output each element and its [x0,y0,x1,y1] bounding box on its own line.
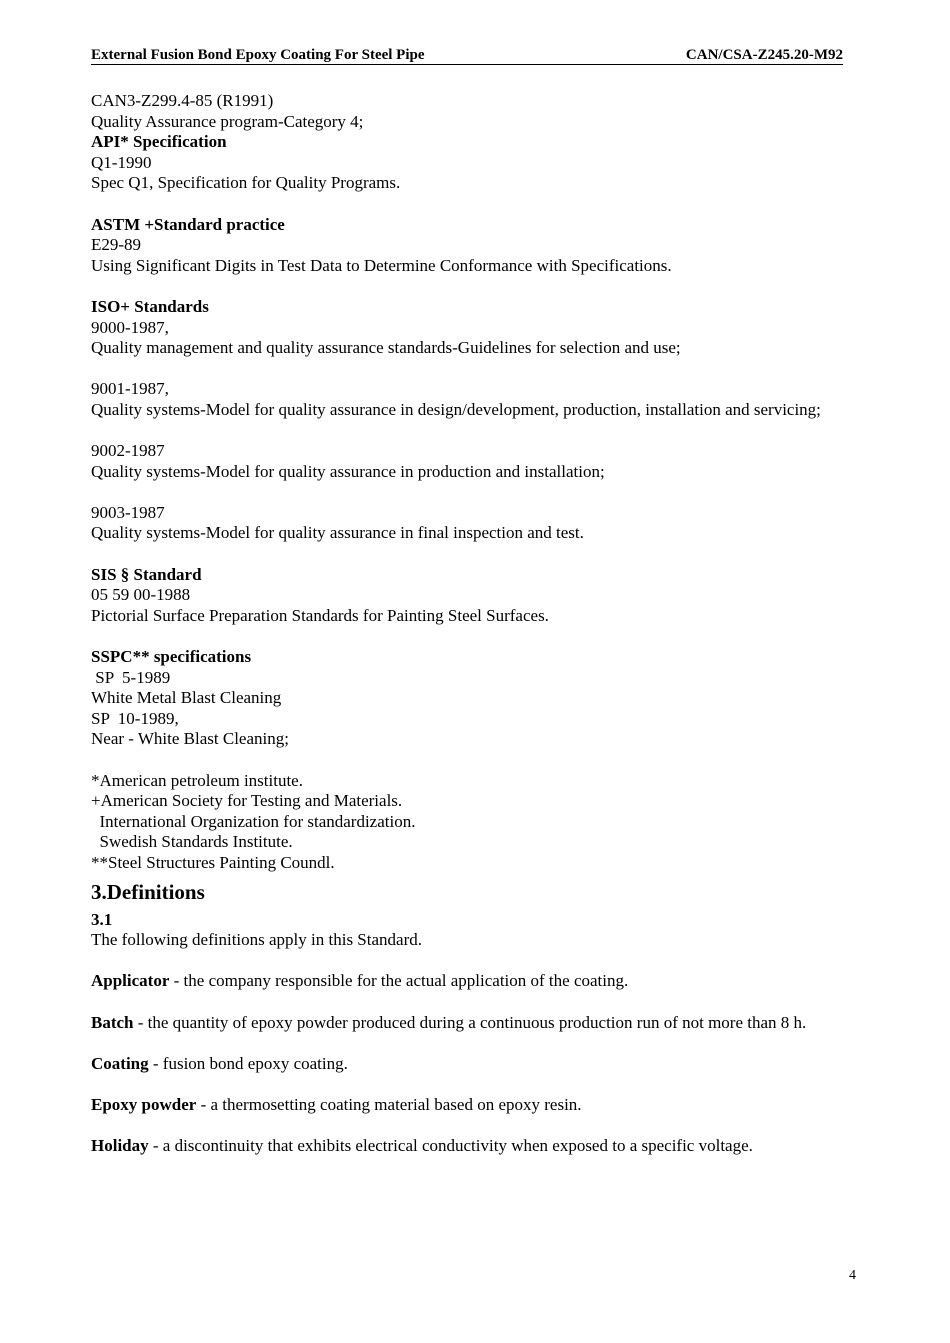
definition-item [91,971,846,992]
iso-desc: Quality systems-Model for quality assurance in final inspection and test. [91,523,584,543]
iso-desc: Quality systems-Model for quality assurance in design/development, production, installation and servicing; [91,399,821,419]
definition-term: Batch [91,1012,134,1032]
iso-code: 9001-1987, [91,379,169,399]
sspc-line: Near - White Blast Cleaning; [91,729,289,749]
definition-term: Epoxy powder [91,1094,197,1114]
definition-term: Coating [91,1053,149,1073]
definitions-intro: The following definitions apply in this Standard. [91,930,422,950]
definition-text: - the company responsible for the actual application of the coating. [169,971,629,991]
definition-item [91,1136,846,1157]
definition-term: Applicator [91,971,170,991]
sspc-line: SP 5-1989 [91,667,171,687]
footnote: Swedish Standards Institute. [91,832,293,852]
page-header [91,47,843,65]
sis-heading: SIS § Standard [91,564,202,584]
definition-item [91,1054,846,1075]
sspc-heading: SSPC** specifications [91,647,252,667]
iso-heading: ISO+ Standards [91,296,209,316]
definition-item [91,1095,846,1116]
document-body [91,91,846,1157]
iso-code: 9000-1987, [91,317,169,337]
definition-text: - a discontinuity that exhibits electrical conductivity when exposed to a specific voltage. [148,1136,753,1156]
sspc-line: White Metal Blast Cleaning [91,688,282,708]
iso-desc: Quality management and quality assurance standards-Guidelines for selection and use; [91,338,681,358]
header-title: External Fusion Bond Epoxy Coating For Steel Pipe [91,47,425,63]
csa-standard-desc: Quality Assurance program-Category 4; [91,111,364,131]
api-code: Q1-1990 [91,152,152,172]
definition-text: - the quantity of epoxy powder produced during a continuous production run of not more than 8 h. [133,1012,807,1032]
definition-text: - a thermosetting coating material based on epoxy resin. [196,1094,582,1114]
sis-code: 05 59 00-1988 [91,585,191,605]
astm-desc: Using Significant Digits in Test Data to Determine Conformance with Specifications. [91,255,672,275]
csa-standard-code: CAN3-Z299.4-85 (R1991) [91,91,274,110]
iso-code: 9003-1987 [91,502,165,522]
definition-item [91,1013,846,1034]
astm-code: E29-89 [91,235,142,255]
footnote: +American Society for Testing and Materials. [91,791,403,811]
iso-code: 9002-1987 [91,441,165,461]
sis-desc: Pictorial Surface Preparation Standards for Painting Steel Surfaces. [91,605,549,625]
footnote: **Steel Structures Painting Coundl. [91,852,335,872]
footnote: *American petroleum institute. [91,770,303,790]
definition-text: - fusion bond epoxy coating. [148,1053,348,1073]
section-number: 3.1 [91,909,113,929]
definition-term: Holiday [91,1136,149,1156]
header-standard-code: CAN/CSA-Z245.20-M92 [685,47,843,63]
iso-desc: Quality systems-Model for quality assurance in production and installation; [91,461,605,481]
sspc-line: SP 10-1989, [91,708,179,728]
api-desc: Spec Q1, Specification for Quality Programs. [91,173,401,193]
page-number: 4 [849,1268,856,1283]
astm-heading: ASTM +Standard practice [91,214,285,234]
footnote: International Organization for standardization. [91,811,416,831]
definitions-title: 3.Definitions [91,879,205,904]
api-heading: API* Specification [91,132,227,152]
